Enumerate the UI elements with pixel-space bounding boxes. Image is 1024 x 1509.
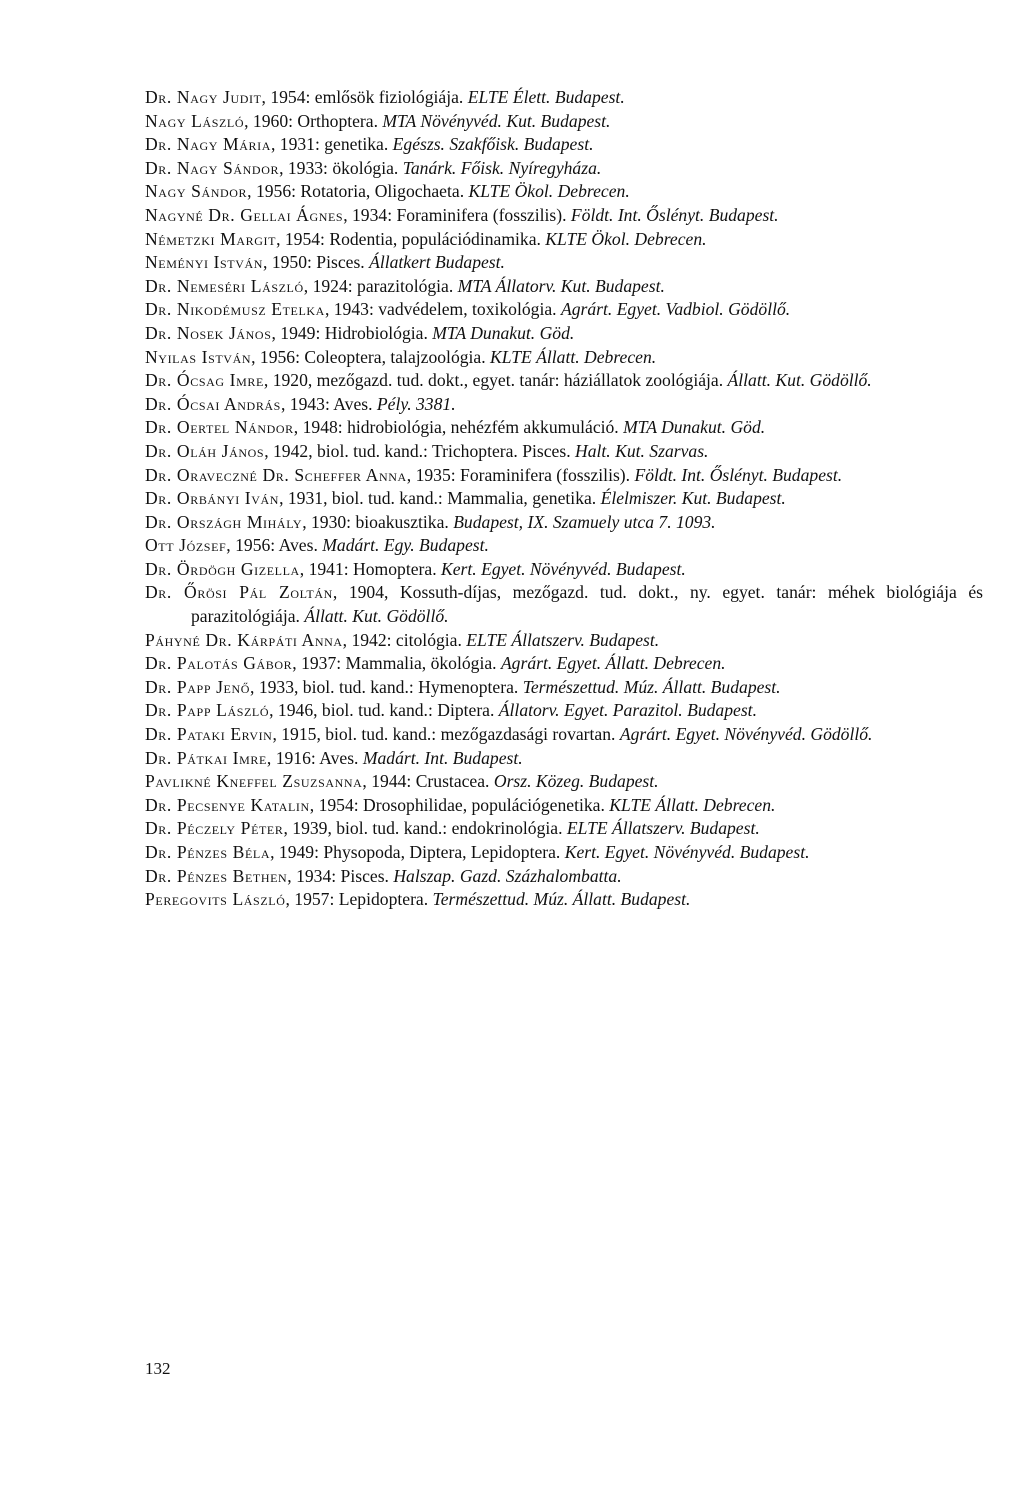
directory-entry [145, 770, 983, 794]
directory-entry [145, 369, 983, 393]
entry-name: Dr. Palotás Gábor [145, 653, 293, 674]
entry-info: , 1948: hidrobiológia, nehézfém akkumuláció. [293, 417, 624, 438]
entry-institution: Természettud. Múz. Állatt. Budapest. [432, 889, 691, 910]
entry-info: , 1956: Rotatoria, Oligochaeta. [247, 181, 469, 202]
directory-entry [145, 558, 983, 582]
entry-info: , 1949: Hidrobiológia. [271, 322, 433, 343]
directory-entry [145, 794, 983, 818]
directory-entry [145, 133, 983, 157]
entry-name: Neményi István [145, 252, 264, 273]
directory-entry [145, 110, 983, 134]
entry-institution: Agrárt. Egyet. Állatt. Debrecen. [500, 653, 726, 674]
entry-institution: ELTE Állatszerv. Budapest. [466, 629, 660, 650]
entry-info: , 1944: Crustacea. [362, 771, 494, 792]
entry-institution: Élelmiszer. Kut. Budapest. [600, 488, 786, 509]
entry-info: , 1915, biol. tud. kand.: mezőgazdasági rovartan. [272, 724, 620, 745]
entry-info: , 1920, mezőgazd. tud. dokt., egyet. tanár: háziállatok zoológiája. [263, 370, 728, 391]
entry-name: Dr. Pataki Ervin [145, 724, 273, 745]
entry-name: Dr. Pénzes Bethen [145, 865, 288, 886]
directory-entry [145, 747, 983, 771]
entry-name: Dr. Nikodémusz Etelka [145, 299, 325, 320]
directory-entry [145, 865, 983, 889]
entry-institution: Földt. Int. Őslényt. Budapest. [634, 464, 843, 485]
directory-entry [145, 629, 983, 653]
entry-name: Dr. Oraveczné Dr. Scheffer Anna [145, 464, 407, 485]
entry-institution: MTA Dunakut. Göd. [432, 322, 575, 343]
entry-institution: KLTE Állatt. Debrecen. [609, 794, 776, 815]
entry-name: Pavlikné Kneffel Zsuzsanna [145, 771, 363, 792]
entry-info: , 1934: Pisces. [287, 865, 394, 886]
entry-institution: Tanárk. Főisk. Nyíregyháza. [402, 157, 602, 178]
entry-institution: MTA Dunakut. Göd. [623, 417, 766, 438]
entry-name: Nyilas István [145, 346, 252, 367]
directory-entry [145, 487, 983, 511]
entry-name: Nagy László [145, 110, 245, 131]
entry-institution: Kert. Egyet. Növényvéd. Budapest. [564, 842, 810, 862]
directory-entry [145, 723, 983, 747]
directory-entry [145, 393, 983, 417]
entry-name: Dr. Ócsai András [145, 393, 281, 414]
entry-name: Dr. Orbányi Iván [145, 488, 280, 509]
directory-entry [145, 251, 983, 275]
entry-institution: Madárt. Int. Budapest. [362, 747, 523, 768]
entry-name: Dr. Nagy Judit [145, 87, 262, 107]
directory-entry [145, 511, 983, 535]
directory-entry [145, 464, 983, 488]
entry-institution: Orsz. Közeg. Budapest. [493, 771, 659, 792]
entry-name: Páhyné Dr. Kárpáti Anna [145, 629, 343, 650]
entry-institution: KLTE Állatt. Debrecen. [490, 346, 657, 367]
entry-institution: Állatt. Kut. Gödöllő. [727, 370, 872, 391]
directory-entry [145, 534, 983, 558]
entry-name: Dr. Nagy Mária [145, 134, 271, 155]
entry-name: Dr. Pecsenye Katalin [145, 794, 310, 815]
entry-institution: Agrárt. Egyet. Növényvéd. Gödöllő. [619, 724, 873, 745]
entry-institution: Pély. 3381. [376, 393, 456, 414]
directory-entry [145, 228, 983, 252]
directory-entry [145, 841, 983, 865]
entry-institution: Halt. Kut. Szarvas. [575, 440, 709, 461]
entry-name: Peregovits László [145, 889, 286, 910]
entry-name: Nagyné Dr. Gellai Ágnes [145, 204, 344, 225]
entry-institution: Agrárt. Egyet. Vadbiol. Gödöllő. [560, 299, 791, 320]
directory-entry [145, 275, 983, 299]
directory-entry [145, 157, 983, 181]
directory-entry [145, 676, 983, 700]
entry-info: , 1935: Foraminifera (fosszilis). [406, 464, 635, 485]
directory-entry [145, 440, 983, 464]
directory-entry [145, 888, 983, 912]
entry-institution: Budapest, IX. Szamuely utca 7. 1093. [453, 511, 716, 532]
entry-info: , 1916: Aves. [266, 747, 363, 768]
entry-institution: ELTE Élett. Budapest. [467, 87, 625, 107]
entry-info: , 1957: Lepidoptera. [285, 889, 433, 910]
directory-entry [145, 581, 983, 628]
entry-name: Dr. Nemeséri László [145, 275, 304, 296]
entry-info: , 1954: emlősök fiziológiája. [261, 87, 468, 107]
entry-info: , 1904, Kossuth-díjas, mezőgazd. tud. dokt., ny. egyet. tanár: méhek biológiája és parazitológiája. [191, 582, 983, 627]
entry-info: , 1934: Foraminifera (fosszilis). [343, 204, 571, 225]
entry-name: Németzki Margit [145, 228, 277, 249]
entry-name: Dr. Oertel Nándor [145, 417, 294, 438]
entry-info: , 1956: Coleoptera, talajzoológia. [251, 346, 491, 367]
entry-institution: KLTE Ökol. Debrecen. [545, 228, 707, 249]
entry-name: Dr. Országh Mihály [145, 511, 303, 532]
entry-name: Dr. Ócsag Imre [145, 370, 264, 391]
entry-info: , 1931, biol. tud. kand.: Mammalia, genetika. [279, 488, 601, 509]
entry-institution: Egészs. Szakfőisk. Budapest. [392, 134, 594, 155]
entry-info: , 1924: parazitológia. [303, 275, 458, 296]
directory-entry [145, 416, 983, 440]
directory-entry [145, 699, 983, 723]
entry-name: Nagy Sándor [145, 181, 248, 202]
entry-name: Dr. Ördögh Gizella [145, 558, 300, 579]
directory-entry [145, 204, 983, 228]
entry-name: Ott József [145, 535, 227, 556]
entry-info: , 1930: bioakusztika. [302, 511, 454, 532]
entry-institution: MTA Növényvéd. Kut. Budapest. [382, 110, 611, 131]
directory-entry [145, 298, 983, 322]
entry-name: Dr. Nagy Sándor [145, 157, 280, 178]
directory-entry [145, 346, 983, 370]
entry-name: Dr. Pátkai Imre [145, 747, 267, 768]
entry-info: , 1950: Pisces. [263, 252, 370, 273]
entry-info: , 1942, biol. tud. kand.: Trichoptera. Pisces. [264, 440, 576, 461]
entry-info: , 1943: vadvédelem, toxikológia. [324, 299, 561, 320]
entry-institution: MTA Állatorv. Kut. Budapest. [457, 275, 665, 296]
directory-entry [145, 652, 983, 676]
entry-institution: Természettud. Múz. Állatt. Budapest. [522, 676, 781, 697]
entry-institution: KLTE Ökol. Debrecen. [468, 181, 630, 202]
entry-info: , 1960: Orthoptera. [244, 110, 383, 131]
entry-name: Dr. Péczely Péter [145, 818, 284, 839]
entry-name: Dr. Pénzes Béla [145, 842, 271, 862]
entry-institution: Állatorv. Egyet. Parazitol. Budapest. [498, 700, 757, 721]
directory-entry [145, 322, 983, 346]
entry-info: , 1943: Aves. [280, 393, 377, 414]
entry-institution: Földt. Int. Őslényt. Budapest. [570, 204, 779, 225]
entry-institution: Madárt. Egy. Budapest. [322, 535, 489, 556]
entry-info: , 1931: genetika. [270, 134, 393, 155]
entry-name: Dr. Papp László [145, 700, 270, 721]
directory-entries [145, 86, 983, 912]
entry-institution: ELTE Állatszerv. Budapest. [566, 818, 760, 839]
entry-info: , 1946, biol. tud. kand.: Diptera. [269, 700, 499, 721]
entry-info: , 1941: Homoptera. [299, 558, 441, 579]
entry-institution: Állatt. Kut. Gödöllő. [304, 606, 449, 627]
entry-name: Dr. Őrösi Pál Zoltán [145, 582, 333, 603]
entry-name: Dr. Nosek János [145, 322, 272, 343]
entry-info: , 1954: Rodentia, populációdinamika. [276, 228, 546, 249]
entry-name: Dr. Papp Jenő [145, 676, 251, 697]
entry-info: , 1939, biol. tud. kand.: endokrinológia. [283, 818, 567, 839]
entry-info: , 1956: Aves. [226, 535, 323, 556]
entry-name: Dr. Oláh János [145, 440, 265, 461]
directory-entry [145, 86, 983, 110]
entry-institution: Kert. Egyet. Növényvéd. Budapest. [441, 558, 686, 579]
directory-entry [145, 180, 983, 204]
entry-info: , 1933: ökológia. [279, 157, 403, 178]
directory-entry [145, 817, 983, 841]
entry-info: , 1933, biol. tud. kand.: Hymenoptera. [250, 676, 523, 697]
entry-info: , 1949: Physopoda, Diptera, Lepidoptera. [270, 842, 565, 862]
entry-institution: Állatkert Budapest. [369, 252, 505, 273]
page-number: 132 [145, 1359, 171, 1378]
entry-info: , 1954: Drosophilidae, populációgenetika. [309, 794, 610, 815]
entry-info: , 1942: citológia. [342, 629, 467, 650]
entry-info: , 1937: Mammalia, ökológia. [292, 653, 501, 674]
entry-institution: Halszap. Gazd. Százhalombatta. [393, 865, 622, 886]
